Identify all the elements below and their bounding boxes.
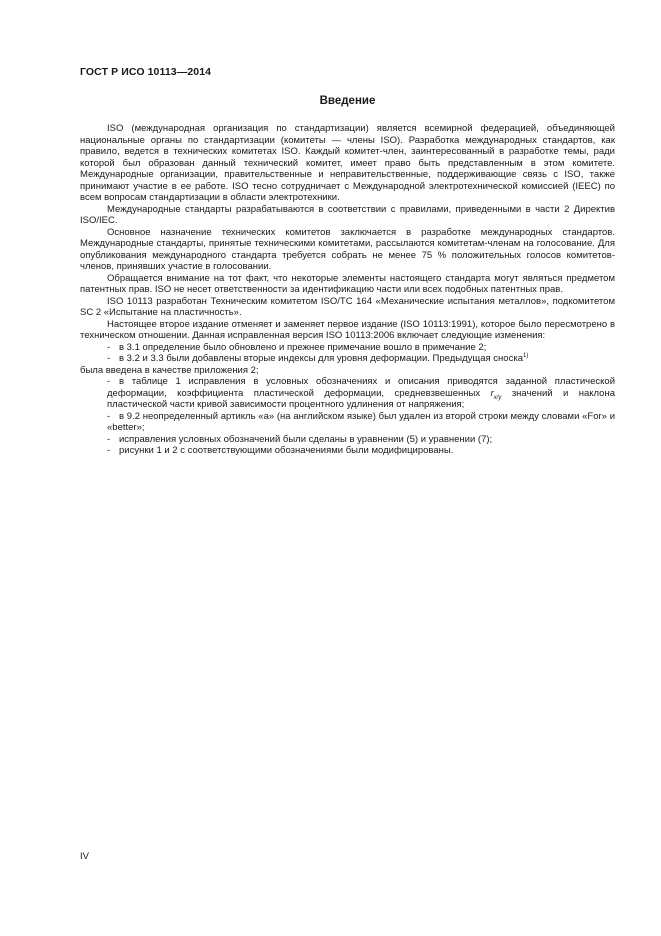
change-item-2 [80, 353, 615, 365]
change-item-3 [80, 376, 615, 411]
change-text: значений и наклона пластической части кривой зависимости процентного удлинения от напряжения; [107, 387, 615, 410]
footnote-marker: 1) [522, 352, 529, 359]
change-item-5 [80, 434, 615, 446]
paragraph-committees: Основное назначение технических комитетов заключается в разработке международных стандартов. Международные стандарты, принятые техническими комитетами, рассылаются комитетам-членам на голосование. Для опубликования международного стандарта требуется собрать не менее 75 % положительных голосов комитетов-членов, принявших участие в голосовании. [80, 226, 615, 272]
section-title: Введение [319, 95, 376, 107]
change-text: в 3.2 и 3.3 были добавлены вторые индексы для уровня деформации. Предыдущая сноска [119, 353, 523, 364]
paragraph-patents: Обращается внимание на тот факт, что некоторые элементы настоящего стандарта могут являться предметом патентных прав. ISO не несет ответственности за идентификацию части или всех подобных патентных прав. [80, 272, 615, 295]
list-dash: - [107, 410, 111, 422]
change-item-4 [80, 411, 615, 434]
change-item-6 [80, 445, 615, 457]
change-text: рисунки 1 и 2 с соответствующими обозначениями были модифицированы. [119, 445, 454, 456]
list-dash: - [107, 341, 111, 353]
paragraph-iso-organization: ISO (международная организация по стандартизации) является всемирной федерацией, объединяющей национальные органы по стандартизации (комитеты — члены ISO). Разработка международных стандартов, как правило, ведется в технических комитетах ISO. Каждый комитет-член, заинтересованный в разработке темы, ради которой был образован данный технический комитет, имеет право быть представленным в этом комитете. Международные организации, правительственные и неправительственные, поддерживающие связь с ISO, также принимают участие в ее работе. ISO тесно сотрудничает с Международной электротехнической комиссией (IEEC) по всем вопросам стандартизации в области электротехники. [80, 123, 615, 203]
change-text: исправления условных обозначений были сделаны в уравнении (5) и уравнении (7); [119, 433, 493, 445]
list-dash: - [107, 445, 111, 456]
paragraph-edition: Настоящее второе издание отменяет и заменяет первое издание (ISO 10113:1991), которое было пересмотрено в техническом отношении. Данная исправленная версия ISO 10113:2006 включает следующие изменения: [80, 318, 615, 341]
paragraph-developer: ISO 10113 разработан Техническим комитетом ISO/TC 164 «Механические испытания металлов», подкомитетом SC 2 «Испытание на пластичность». [80, 295, 615, 318]
list-dash: - [107, 353, 111, 364]
change-item-2-continued: была введена в качестве приложения 2; [80, 364, 259, 376]
change-text: в 3.1 определение было обновлено и прежнее примечание вошло в примечание 2; [119, 341, 487, 353]
page-number: IV [80, 851, 89, 862]
introduction-body [80, 123, 615, 457]
paragraph-directives: Международные стандарты разрабатываются в соответствии с правилами, приведенными в части 2 Директив ISO/IEC. [80, 203, 615, 226]
list-dash: - [107, 376, 111, 387]
change-text: в 9.2 неопределенный артикль «а» (на английском языке) был удален из второй строки между словами «For» и «better»; [107, 410, 615, 433]
variable-r: $r_{x/y}$ [490, 387, 502, 401]
list-dash: - [107, 433, 111, 445]
document-code-header: ГОСТ Р ИСО 10113—2014 [80, 66, 212, 78]
change-item-1 [80, 342, 615, 354]
change-text: в таблице 1 исправления в условных обозначениях и описания приводятся заданной пластической деформации, коэффициента пластической деформации, средневзвешенных [107, 376, 615, 399]
